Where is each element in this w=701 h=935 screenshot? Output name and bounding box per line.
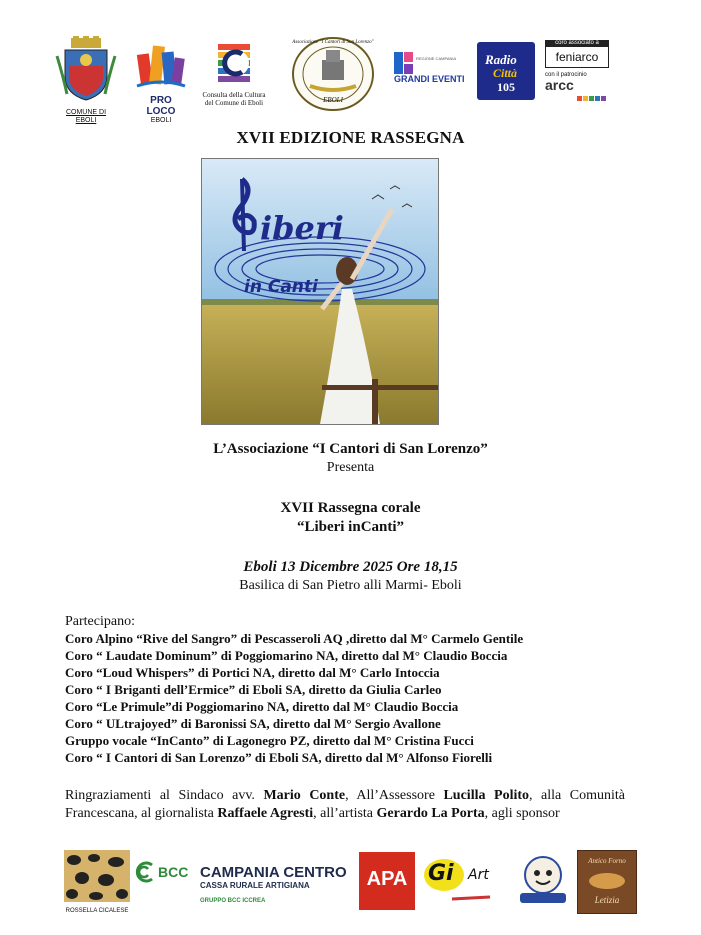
- choir-item: Coro “Loud Whispers” di Portici NA, diretto dal M° Carlo Intoccia: [65, 665, 440, 680]
- arcc-dots-icon: [577, 96, 607, 102]
- thanks-text: , alla Comunità Francescana, al giornalista: [65, 788, 626, 821]
- pro-loco-name: PRO LOCO: [146, 95, 176, 117]
- acknowledgements: [65, 787, 625, 823]
- feniarco-arcc-logo: [545, 40, 609, 106]
- brush-icon: [452, 895, 492, 903]
- choir-item: Coro “ Laudate Dominum” di Poggiomarino NA, diretto dal M° Claudio Boccia: [65, 648, 508, 663]
- mascot-logo: [514, 849, 572, 909]
- bcc-logo: [134, 861, 196, 887]
- regione-campania-icon: [394, 52, 414, 74]
- consulta-cultura-logo: [196, 40, 272, 114]
- rossella-cicalese-logo: [64, 850, 130, 912]
- thanks-text: , agli sponsor: [484, 806, 560, 821]
- artist-name: Gerardo La Porta: [376, 806, 485, 821]
- art-label: Art: [468, 867, 489, 883]
- cantori-city: EBOLI: [323, 96, 343, 104]
- apa-logo: [359, 852, 415, 910]
- leopard-pattern-icon: [64, 850, 130, 902]
- choir-item: Coro “ ULtrajoyed” di Baronissi SA, diretto dal M° Sergio Avallone: [65, 716, 441, 731]
- event-venue: Basilica di San Pietro alli Marmi- Eboli: [239, 578, 462, 593]
- radio-citta-logo: [477, 42, 535, 100]
- choir-item: Coro Alpino “Rive del Sangro” di Pescasseroli AQ ,diretto dal M° Carmelo Gentile: [65, 631, 524, 646]
- participants-heading: Partecipano:: [65, 614, 135, 629]
- comune-eboli-caption: COMUNE DI EBOLI: [65, 109, 107, 124]
- event-poster: [201, 158, 439, 425]
- grandi-eventi-label: GRANDI EVENTI: [394, 74, 465, 84]
- mayor-name: Mario Conte: [263, 788, 346, 803]
- antico-forno-label: Antico Forno: [588, 857, 626, 865]
- bread-icon: [587, 869, 627, 891]
- consulta-c-icon: [196, 40, 272, 86]
- pro-loco-sub: EBOLI: [150, 117, 172, 124]
- poster-title: iberi: [260, 209, 344, 247]
- event-name: “Liberi inCanti”: [296, 519, 405, 535]
- bcc-mark-icon: [134, 861, 156, 883]
- gi-label: Gi: [428, 861, 454, 886]
- poster-artwork: [202, 159, 438, 424]
- choir-item: Coro “ I Cantori di San Lorenzo” di Eboli SA, diretto dal M° Alfonso Fiorelli: [65, 750, 493, 765]
- arcc-top: con il patrocinio: [545, 72, 587, 78]
- assessor-name: Lucilla Polito: [443, 788, 530, 803]
- rossella-caption: ROSSELLA CICALESE: [65, 908, 129, 914]
- thanks-text: , all’artista: [313, 806, 377, 821]
- coat-of-arms-icon: [55, 36, 117, 102]
- consulta-caption-2: del Comune di Eboli: [204, 99, 264, 107]
- radio-label: Radio: [485, 52, 517, 67]
- journalist-name: Raffaele Agresti: [217, 806, 314, 821]
- gruppo-bcc-label: GRUPPO BCC ICCREA: [200, 898, 266, 904]
- grandi-eventi-logo: [392, 52, 466, 86]
- comune-eboli-logo: [55, 36, 117, 124]
- poster-subtitle: in Canti: [244, 277, 318, 297]
- choir-item: Coro “Le Primule”di Poggiomarino NA, diretto dal M° Claudio Boccia: [65, 699, 459, 714]
- presenter-line: L’Associazione “I Cantori di San Lorenzo”: [213, 441, 488, 457]
- bcc-label: BCC: [158, 864, 189, 880]
- grandi-eventi-small: REGIONE CAMPANIA: [416, 56, 457, 61]
- campania-centro-label: CAMPANIA CENTRO: [200, 864, 347, 881]
- cassa-rurale-label: CASSA RURALE ARTIGIANA: [200, 881, 310, 890]
- feniarco-top: coro associato a: [545, 40, 609, 46]
- cantori-san-lorenzo-logo: [290, 36, 376, 112]
- event-title: XVII Rassegna corale: [280, 500, 421, 516]
- mascot-icon: [514, 849, 572, 909]
- letizia-label: Letizia: [594, 895, 620, 905]
- feniarco-label: feniarco: [545, 46, 609, 68]
- arcc-label: arcc: [545, 77, 574, 93]
- pro-loco-logo: [135, 40, 187, 124]
- buildings-icon: [135, 40, 187, 90]
- citta-label: Città: [493, 66, 518, 80]
- presents-line: Presenta: [326, 460, 375, 475]
- edition-title: XVII EDIZIONE RASSEGNA: [236, 128, 465, 147]
- choir-item: Gruppo vocale “InCanto” di Lagonegro PZ, diretto dal M° Cristina Fucci: [65, 733, 474, 748]
- antico-forno-logo: [577, 850, 637, 914]
- consulta-caption-1: Consulta della Cultura: [202, 91, 266, 99]
- apa-label: APA: [366, 868, 408, 890]
- event-datetime: Eboli 13 Dicembre 2025 Ore 18,15: [243, 559, 458, 575]
- gi-art-logo: [422, 855, 502, 909]
- thanks-text: , All’Assessore: [345, 788, 444, 803]
- thanks-text: Ringraziamenti al Sindaco avv.: [65, 788, 264, 803]
- radio-frequency: 105: [497, 80, 515, 94]
- choir-item: Coro “ I Briganti dell’Ermice” di Eboli SA, diretto da Giulia Carleo: [65, 682, 442, 697]
- cantori-ring-text: Associazione "I Cantori di San Lorenzo": [292, 40, 374, 45]
- campania-centro-logo: [200, 864, 356, 910]
